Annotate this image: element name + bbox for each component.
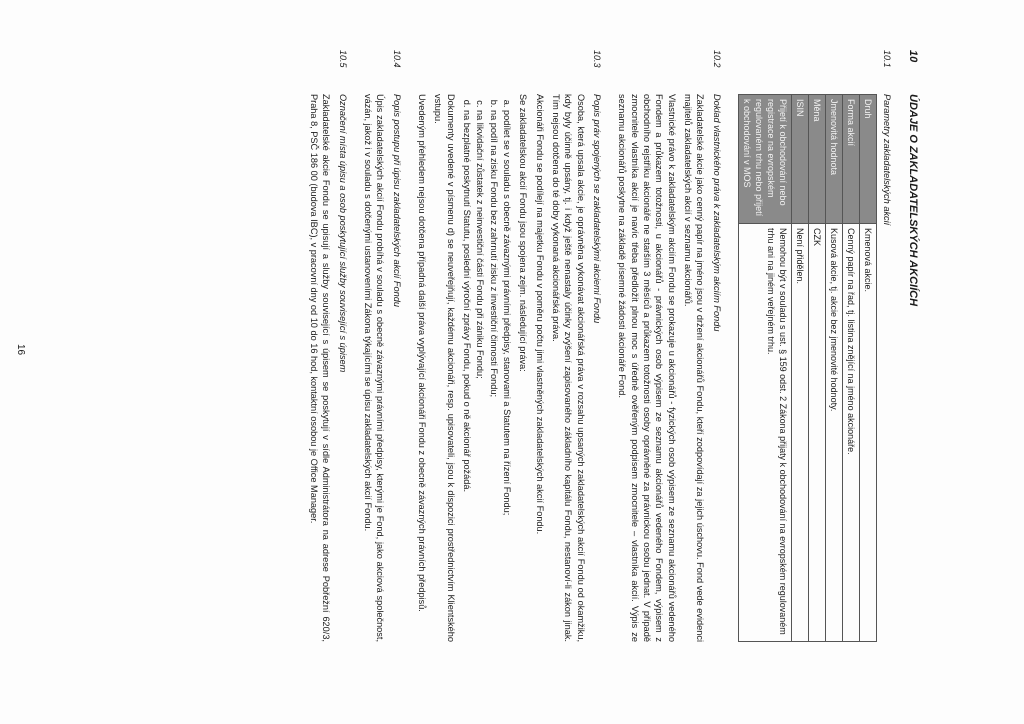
page-number: 16 bbox=[15, 344, 26, 356]
paragraph: Zakladatelské akcie jako cenný papír na jméno jsou v držení akcionářů Fondu, kteří zodpovídají za jejich úschovu. Fond vede evidenci majitelů zakladatelských akcií v seznamu akcionářů. bbox=[682, 94, 706, 642]
list-item: c. na likvidační zůstatek z neinvestiční části Fondu při zániku Fondu; bbox=[474, 110, 486, 642]
table-value-cell: Nemohou být v souladu s ust. § 159 odst. 2 Zákona přijaty k obchodování na evropském regulovaném trhu ani na jiném veřejném trhu. bbox=[738, 224, 791, 642]
chapter-number: 10 bbox=[907, 50, 919, 63]
section-title: Parametry zakladatelských akcií bbox=[882, 94, 893, 226]
table-row bbox=[808, 95, 825, 642]
document-page bbox=[0, 14, 1024, 710]
chapter-heading bbox=[905, 50, 920, 642]
paragraph: Úpis zakladatelských akcií Fondu probíhá v souladu s obecně závaznými právními předpisy, kterými je Fond, jako akciová společnost, vázán, jakož i v souladu s dotčenými ustanoveními Zákona týkajícími se úpisu zakladatelských akcií Fondu. bbox=[362, 94, 386, 642]
section-title: Označení místa úpisu a osob poskytující služby související s úpisem bbox=[337, 94, 348, 373]
paragraph: Vlastnické právo k zakladatelským akciím Fondu se prokazuje u akcionářů - fyzických osob výpisem ze seznamu akcionářů vedeného Fondem a průkazem totožnosti, u akcionářů - právnických osob výpisem ze seznamu akcionářů vedeného Fondem, výpisem z obchodního rejstříku akcionáře ne starším 3 měsíců a průkazem totožnosti osoby oprávněné za právnickou osobu jednat. V případě zmocnitele vlastníka akcií je navíc třeba předložit plnou moc s úředně ověřeným podpisem zmocnitele – vlastníka akcií. Výpis ze seznamu akcionářů poskytne na základě písemné žádosti akcionáře Fond. bbox=[617, 94, 677, 642]
table-row bbox=[738, 95, 791, 642]
table-row bbox=[825, 95, 842, 642]
table-row bbox=[842, 95, 859, 642]
table-row bbox=[859, 95, 876, 642]
section-number: 10.4 bbox=[391, 50, 402, 68]
section-title: Popis postupu při úpisu zakladatelských akcií Fondu bbox=[391, 94, 402, 307]
rights-list bbox=[461, 94, 513, 642]
table-row bbox=[791, 95, 808, 642]
table-value-cell: Cenný papír na řad, tj. listina znějící na jméno akcionáře. bbox=[842, 224, 859, 642]
table-label-cell: Jmenovitá hodnota bbox=[825, 95, 842, 224]
section-10-1 bbox=[732, 50, 894, 642]
paragraph: Osoba, která upsala akcie, je oprávněna vykonávat akcionářská práva v rozsahu upsaných zakladatelských akcií Fondu od okamžiku, kdy byly účinně upsány, tj. i když ještě nenastaly účinky zvýšení zapisovaného základního kapitálu Fondu, nestanoví-li zákon jinak. Tím nejsou dotčena do té doby vykonaná akcionářská práva. bbox=[550, 94, 586, 642]
table-label-cell: Forma akcií bbox=[842, 95, 859, 224]
section-number: 10.1 bbox=[882, 50, 893, 68]
table-label-cell: Měna bbox=[808, 95, 825, 224]
table-value-cell: CZK bbox=[808, 224, 825, 642]
section-10-5 bbox=[304, 50, 349, 642]
section-10-4 bbox=[358, 50, 403, 642]
paragraph: Se zakladatelskou akcií Fondu jsou spojena zejm. následující práva: bbox=[518, 94, 529, 372]
list-item: b. na podíl na zisku Fondu bez zahrnutí zisku z investiční činnosti Fondu; bbox=[487, 110, 499, 642]
section-10-3 bbox=[412, 50, 603, 642]
section-title: Popis práv spojených se zakladatelskými akciemi Fondu bbox=[591, 94, 602, 324]
paragraph: Zakladatelské akcie Fondu se upisují a služby související s úpisem se poskytují v sídle Administrátora na adrese Pobřežní 620/3, Praha 8, PSČ 186 00 (budova IBC), v pracovní dny od 10 do 16 hod, kontaktní osobou je Office Manager. bbox=[308, 94, 332, 642]
section-number: 10.5 bbox=[337, 50, 348, 68]
table-value-cell: Kmenová akcie. bbox=[859, 224, 876, 642]
parameters-table bbox=[738, 94, 877, 642]
list-item: a. podílet se v souladu s obecně závaznými právními předpisy, stanovami a Statutem na řízení Fondu; bbox=[501, 110, 513, 642]
section-number: 10.2 bbox=[711, 50, 722, 68]
page-content bbox=[304, 50, 920, 642]
table-value-cell: Není přidělen. bbox=[791, 224, 808, 642]
table-value-cell: Kusová akcie, tj. akcie bez jmenovité hodnoty. bbox=[825, 224, 842, 642]
paragraph: Dokumenty uvedené v písmenu d) se neuveřejňují, každému akcionáři, resp. upisovateli, jsou k dispozici prostřednictvím Klientského vstupu. bbox=[433, 94, 456, 642]
table-label-cell: Přijetí k obchodování nebo registrace na evropském regulovaném trhu nebo přijetí k obchodování v MOS bbox=[738, 95, 791, 224]
table-label-cell: ISIN bbox=[791, 95, 808, 224]
section-title: Doklad vlastnického práva k zakladatelským akciím Fondu bbox=[711, 94, 722, 332]
list-item: d. na bezplatné poskytnutí Statutu, poslední výroční zprávy Fondu, pokud o ně akcionář požádá. bbox=[461, 110, 473, 642]
table-label-cell: Druh bbox=[859, 95, 876, 224]
section-number: 10.3 bbox=[591, 50, 602, 68]
paragraph: Akcionáři Fondu se podílejí na majetku Fondu v poměru počtu jimi vlastněných zakladatelských akcií Fondu. bbox=[534, 94, 545, 535]
chapter-title: ÚDAJE O ZAKLADATELSKÝCH AKCIÍCH bbox=[907, 94, 919, 307]
paragraph: Uvedeným přehledem nejsou dotčena případná další práva vyplývající akcionáři Fondu z obecně závazných právních předpisů. bbox=[416, 94, 427, 612]
section-10-2 bbox=[612, 50, 723, 642]
